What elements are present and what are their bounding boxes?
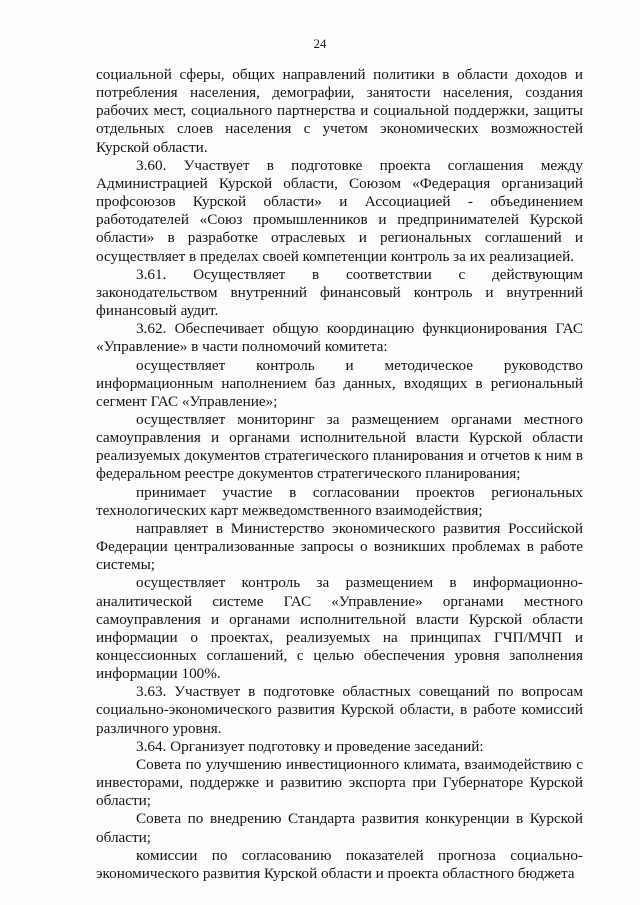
paragraph-3-64: 3.64. Организует подготовку и проведение заседаний: bbox=[136, 737, 484, 755]
document-body bbox=[96, 66, 583, 883]
paragraph: комиссии по согласованию показателей прогноза социально-экономического развития Курской области и проекта областного бюджета bbox=[96, 846, 583, 882]
paragraph: осуществляет контроль за размещением в информационно-аналитической системе ГАС «Управление» органами местного самоуправления и органами исполнительной власти Курской области информации о проектах, реализуемых на принципах ГЧП/МЧП и концессионных соглашений, с целью обеспечения уровня заполнения информации 100%. bbox=[96, 574, 583, 683]
paragraph-3-63: 3.63. Участвует в подготовке областных совещаний по вопросам социально-экономического развития Курской области, в работе комиссий различного уровня. bbox=[96, 683, 583, 737]
paragraph-3-61: 3.61. Осуществляет в соответствии с действующим законодательством внутренний финансовый контроль и внутренний финансовый аудит. bbox=[96, 265, 583, 320]
paragraph: осуществляет мониторинг за размещением органами местного самоуправления и органами исполнительной власти Курской области реализуемых документов стратегического планирования и отчетов к ним в федеральном реестре документов стратегического планирования; bbox=[96, 410, 583, 483]
paragraph: Совета по улучшению инвестиционного климата, взаимодействию с инвесторами, поддержке и развитию экспорта при Губернаторе Курской области; bbox=[96, 755, 583, 810]
paragraph: осуществляет контроль и методическое руководство информационным наполнением баз данных, входящих в региональный сегмент ГАС «Управление»; bbox=[96, 356, 583, 410]
paragraph: социальной сферы, общих направлений политики в области доходов и потребления населения, демографии, занятости населения, создания рабочих мест, социального партнерства и социальной поддержки, защиты отдельных слоев населения с учетом экономических возможностей Курской области. bbox=[96, 66, 583, 156]
paragraph: направляет в Министерство экономического развития Российской Федерации централизованные запросы о возникших проблемах в работе системы; bbox=[96, 519, 583, 574]
paragraph: принимает участие в согласовании проектов региональных технологических карт межведомственного взаимодействия; bbox=[96, 483, 583, 519]
paragraph: Совета по внедрению Стандарта развития конкуренции в Курской области; bbox=[96, 810, 583, 846]
page-number: 24 bbox=[313, 36, 327, 51]
paragraph-3-60: 3.60. Участвует в подготовке проекта соглашения между Администрацией Курской области, Союзом «Федерация организаций профсоюзов Курской области» и Ассоциацией - объединением работодателей «Союз промышленников и предпринимателей Курской области» в разработке отраслевых и региональных соглашений и осуществляет в пределах своей компетенции контроль за их реализацией. bbox=[96, 156, 583, 265]
paragraph-3-62: 3.62. Обеспечивает общую координацию функционирования ГАС «Управление» в части полномочий комитета: bbox=[96, 320, 583, 356]
